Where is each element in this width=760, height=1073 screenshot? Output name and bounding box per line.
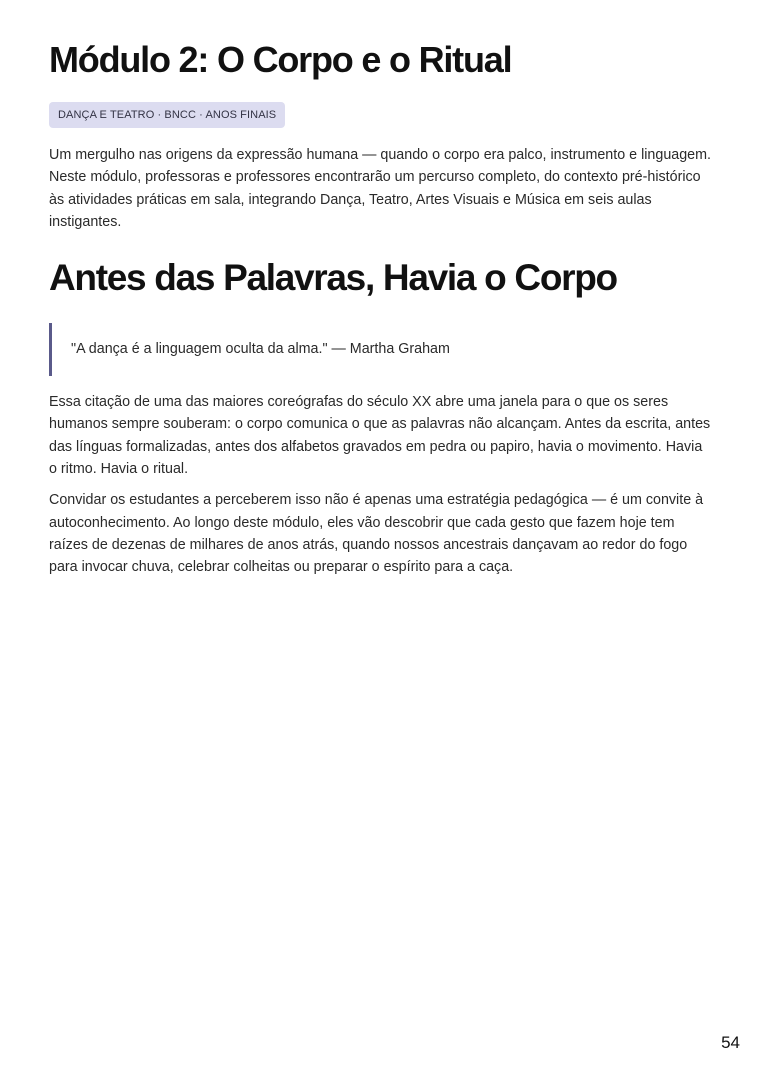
module-title: Módulo 2: O Corpo e o Ritual (49, 39, 512, 80)
quote-block: "A dança é a linguagem oculta da alma." — Martha Graham (49, 323, 713, 376)
page-number: 54 (721, 1033, 740, 1052)
category-tag: DANÇA E TEATRO · BNCC · ANOS FINAIS (49, 102, 285, 128)
intro-paragraph: Um mergulho nas origens da expressão humana — quando o corpo era palco, instrumento e linguagem. Neste módulo, professoras e professores encontrarão um percurso completo, do contexto pré-histórico às atividades práticas em sala, integrando Dança, Teatro, Artes Visuais e Música em seis aulas instigantes. (49, 147, 712, 230)
document-page (49, 0, 713, 579)
body-paragraph-2: Convidar os estudantes a perceberem isso não é apenas uma estratégia pedagógica — é um convite à autoconhecimento. Ao longo deste módulo, eles vão descobrir que cada gesto que fazem hoje tem raízes de dezenas de milhares de anos atrás, quando nossos ancestrais dançavam ao redor do fogo para invocar chuva, celebrar colheitas ou preparar o espírito para a caça. (49, 492, 704, 576)
section-title: Antes das Palavras, Havia o Corpo (49, 257, 617, 299)
body-paragraph-1: Essa citação de uma das maiores coreógrafas do século XX abre uma janela para o que os seres humanos sempre souberam: o corpo comunica o que as palavras não alcançam. Antes da escrita, antes das línguas formalizadas, antes dos alfabetos gravados em pedra ou papiro, havia o movimento. Havia o ritmo. Havia o ritual. (49, 394, 711, 478)
